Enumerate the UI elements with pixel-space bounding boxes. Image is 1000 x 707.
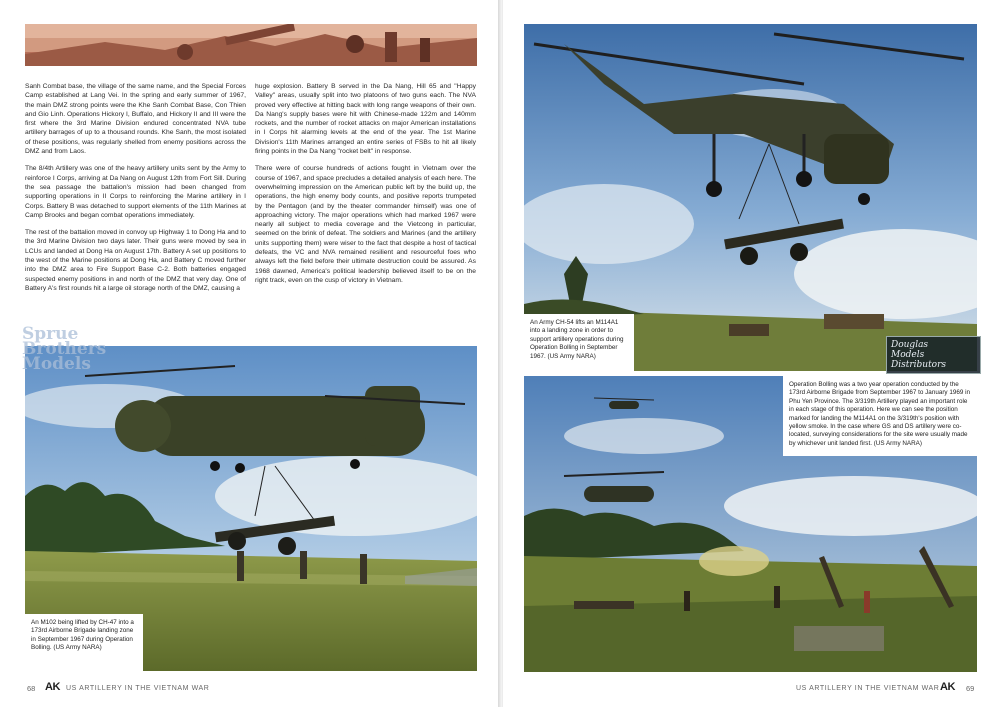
watermark-line: Distributors — [891, 360, 947, 370]
watermark-line: Sprue — [22, 324, 79, 344]
page-number: 68 — [27, 684, 36, 693]
running-title: US ARTILLERY IN THE VIETNAM WAR — [796, 685, 940, 692]
douglas-models-watermark — [886, 336, 981, 374]
header-photo-image — [25, 24, 477, 66]
sprue-brothers-watermark — [22, 324, 107, 374]
watermark-line: Douglas — [891, 340, 929, 350]
paragraph: huge explosion. Battery B served in the Da Nang, Hill 65 and "Happy Valley" areas, usually split into two platoons of two guns each. The NVA proved very effective at hitting back with long range weapons of their own. Da Nang's supply bases were hit with Chinese-made 122m and 140mm rockets, and the number of rocket attacks on major American installations in I Corps hit alarming levels at the end of the year. The 1st Marine Division's 11th Marines arranged an entire series of FSBs to hit all likely firing points in the Da Nang "rocket belt" in response. — [255, 83, 476, 156]
paragraph: The 8/4th Artillery was one of the heavy artillery units sent by the Army to reinforce I Corps, arriving at Da Nang on August 12th from Fort Sill. During the sea passage the battalion's mission had been changed from supporting operations in II Corps to reinforcing the Marine artillery in I Corps. Battery B was detached to support elements of the 11th Marines at Camp Brooks and began combat operations immediately. — [25, 165, 246, 219]
paragraph: There were of course hundreds of actions fought in Vietnam over the course of 1967, and space precludes a detailed analysis of each here. The overwhelming impression on the American public left by the build up, the operations, the high enemy body counts, and positive reports trumpeted by the Pentagon (and by the theater commander himself) was one of approaching victory. The major operations which had marked 1967 were nearly all subject to media coverage and the Vietcong in particular, seemed on the brink of defeat. The soldiers and Marines (and the artillery units supporting them) were wiser to the fact that despite a host of tactical defeats, the VC and NVA remained resilient and resourceful foes who always left the field before their ultimate destruction could be assured. As 1968 dawned, America's political leadership believed itself to be on the right track, even on the cusp of victory in Vietnam. — [255, 165, 476, 284]
paragraph: The rest of the battalion moved in convoy up Highway 1 to Dong Ha and to the 3rd Marine Division two days later. Their guns were moved by sea in LCUs and landed at Dong Ha on August 17th. Battery A set up positions to the west of the Marine positions at Dong Ha, and Battery C moved further into the DMZ area to Fire Support Base C-2. Both batteries engaged suspected enemy positions in and north of the DMZ that very day. One of Battery A's first rounds hit a large oil storage north of the DMZ, causing a — [25, 229, 246, 292]
photo-caption-bottom: Operation Bolling was a two year operation conducted by the 173rd Airborne Brigade from September 1967 to January 1969 in Phu Yen Province. The 3/319th Artillery played an important role in each stage of this operation. Here we can see the position marked for landing the M114A1 on the 3/319th's position with yellow smoke. In the case where GS and DS artillery were co-located, surveying considerations for the site were usually made by whichever unit landed first. (US Army NARA) — [783, 376, 977, 456]
photo-caption-top: An Army CH-54 lifts an M114A1 into a landing zone in order to support artillery operations during Operation Bolling in September 1967. (US Army NARA) — [524, 314, 634, 371]
paragraph: Sanh Combat base, the village of the same name, and the Special Forces Camp established at Lang Vei. In the spring and early summer of 1967, the main DMZ strong points were the Khe Sanh Combat Base, Con Thien and Gio Linh. Operations Hickory I, Buffalo, and Hickory II and III were the first where the 3rd Marine Division endured concentrated NVA tube artillery barrages of up to a thousand rounds. Khe Sanh, the most isolated of these positions, was regularly shelled from enemy positions across the DMZ and from Laos. — [25, 83, 246, 156]
watermark-line: Models — [891, 350, 925, 360]
ak-logo: AK — [45, 681, 60, 693]
text-column-1 — [25, 82, 246, 301]
ak-logo: AK — [940, 681, 955, 693]
text-column-2 — [255, 82, 476, 293]
watermark-line: Models — [22, 354, 91, 374]
running-title: US ARTILLERY IN THE VIETNAM WAR — [66, 685, 210, 692]
header-photo-strip — [25, 24, 477, 66]
watermark-line: Brothers — [22, 339, 107, 359]
right-page — [503, 0, 1000, 707]
page-number: 69 — [966, 684, 975, 693]
photo-caption: An M102 being lifted by CH-47 into a 173rd Airborne Brigade landing zone in September 1967 during Operation Bolling. (US Army NARA) — [25, 614, 143, 671]
